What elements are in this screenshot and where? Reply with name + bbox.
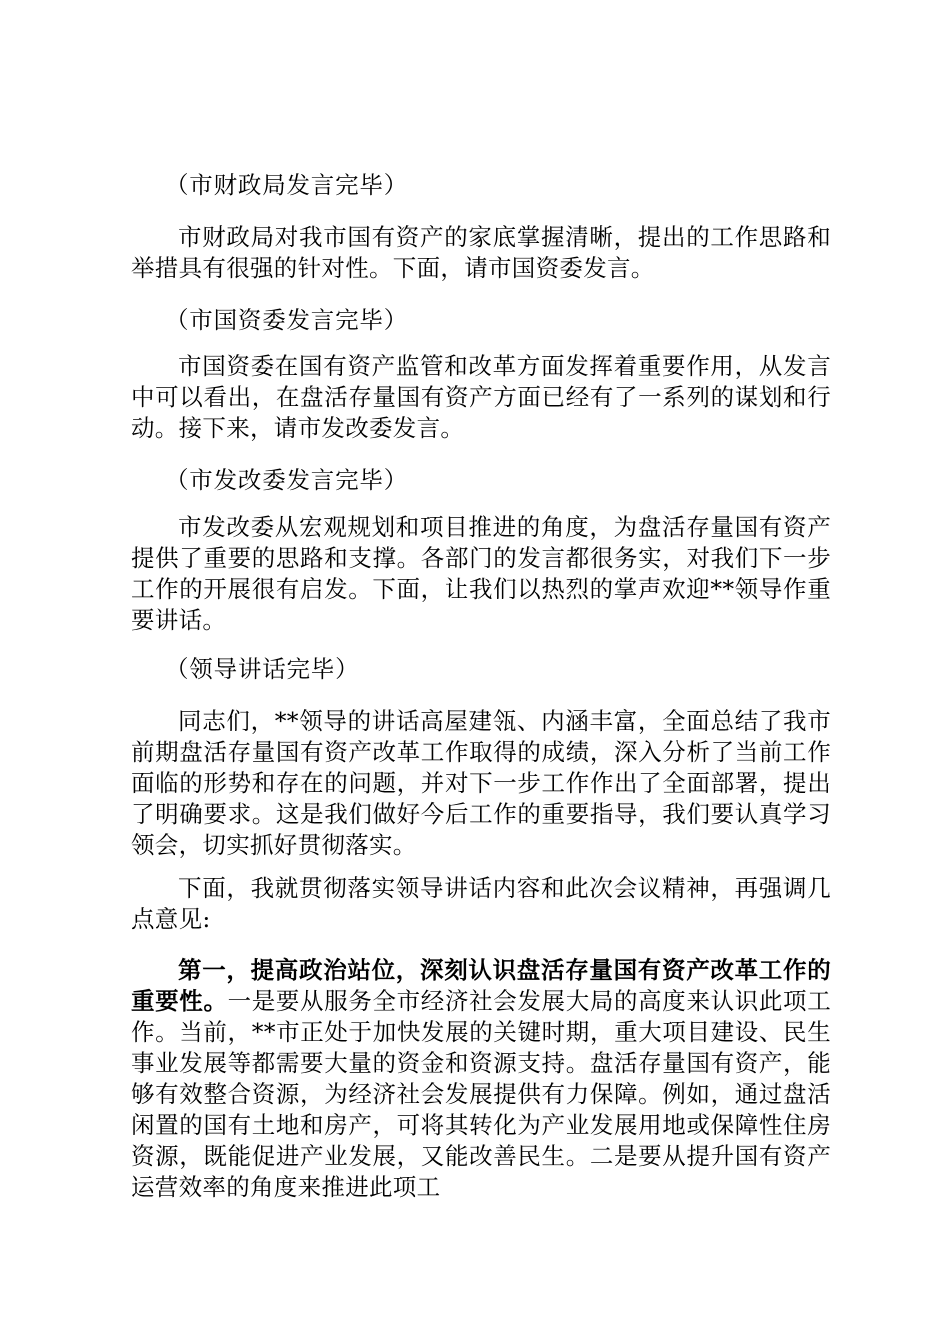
paragraph-leader-speech-summary: 同志们，**领导的讲话高屋建瓴、内涵丰富，全面总结了我市前期盘活存量国有资产改革工作取得的成绩，深入分析了当前工作面临的形势和存在的问题，并对下一步工作作出了全面部署，提出了明确要求。这是我们做好今后工作的重要指导，我们要认真学习领会，切实抓好贯彻落实。	[131, 707, 831, 859]
paragraph-sasac-speech-end: （市国资委发言完毕）	[165, 306, 408, 334]
paragraph-further-opinions-intro: 下面，我就贯彻落实领导讲话内容和此次会议精神，再强调几点意见:	[131, 874, 831, 933]
paragraph-finance-bureau-speech-end: （市财政局发言完毕）	[165, 171, 408, 199]
paragraph-leader-speech-end: （领导讲话完毕）	[165, 655, 360, 683]
point-one-heading: 第一，提高政治站位，深刻认识盘活存量国有资产改革工作的重要性。	[131, 956, 831, 1015]
paragraph-point-one	[131, 955, 831, 1203]
paragraph-ndrc-speech-end: （市发改委发言完毕）	[165, 466, 408, 494]
paragraph-sasac-comment: 市国资委在国有资产监管和改革方面发挥着重要作用，从发言中可以看出，在盘活存量国有资产方面已经有了一系列的谋划和行动。接下来，请市发改委发言。	[131, 352, 831, 442]
paragraph-finance-bureau-comment: 市财政局对我市国有资产的家底掌握清晰，提出的工作思路和举措具有很强的针对性。下面，请市国资委发言。	[131, 223, 831, 282]
paragraph-ndrc-comment: 市发改委从宏观规划和项目推进的角度，为盘活存量国有资产提供了重要的思路和支撑。各部门的发言都很务实，对我们下一步工作的开展很有启发。下面，让我们以热烈的掌声欢迎**领导作重要讲话。	[131, 513, 831, 634]
point-one-body: 一是要从服务全市经济社会发展大局的高度来认识此项工作。当前，**市正处于加快发展的关键时期，重大项目建设、民生事业发展等都需要大量的资金和资源支持。盘活存量国有资产，能够有效整合资源，为经济社会发展提供有力保障。例如，通过盘活闲置的国有土地和房产，可将其转化为产业发展用地或保障性住房资源，既能促进产业发展，又能改善民生。二是要从提升国有资产运营效率的角度来推进此项工	[131, 987, 832, 1201]
